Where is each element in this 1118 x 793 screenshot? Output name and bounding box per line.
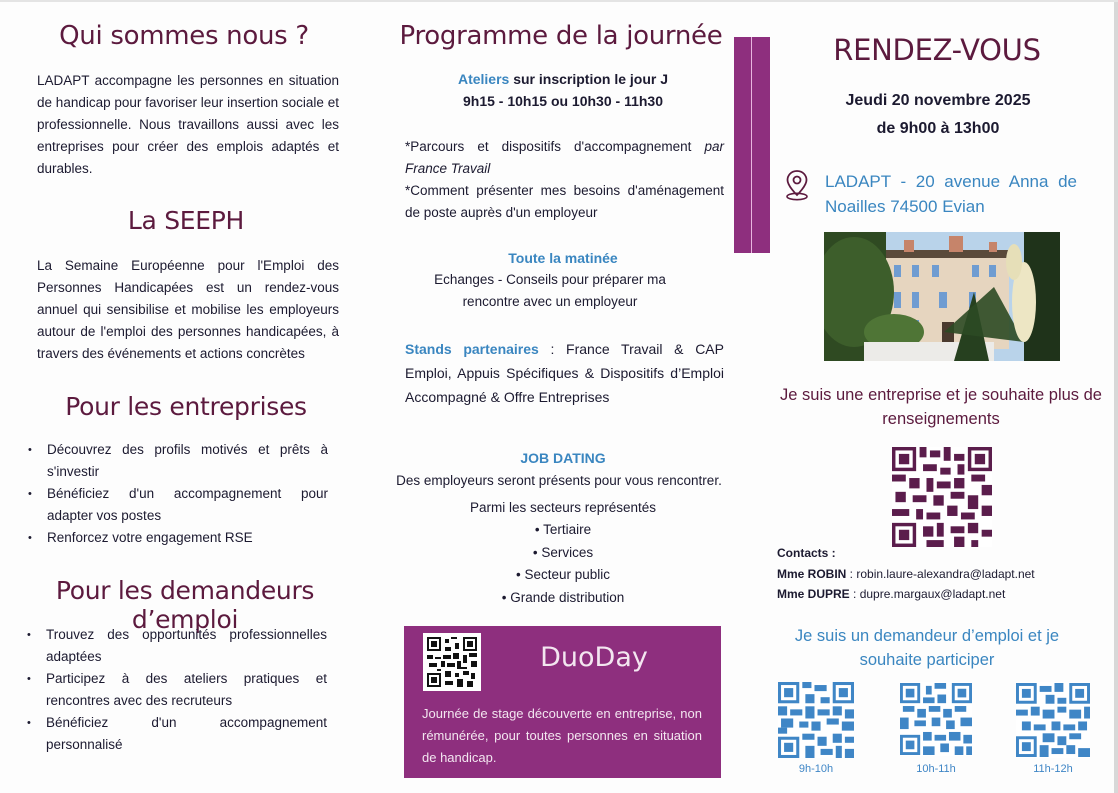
page-right-edge [1114, 0, 1118, 793]
list-item: • Bénéficiez d'un accompagnement personnalisé [46, 712, 327, 756]
event-hours: de 9h00 à 13h00 [876, 120, 1000, 137]
stands-label: Stands partenaires [405, 341, 539, 357]
qr-code-icon [427, 637, 477, 687]
left-column [0, 0, 380, 793]
sector-item: • Grande distribution [501, 589, 625, 605]
slot-qr-code[interactable] [1016, 682, 1090, 758]
sector-item: • Tertiaire [534, 522, 592, 537]
workshops-header [390, 68, 736, 112]
bar-fold-line [751, 37, 752, 253]
seeph-text: La Semaine Européenne pour l'Emploi des Personnes Handicapées est un rendez-vous annuel qui sensibilise et mobilise les employeurs autour de l'emploi des personnes handicapées, à travers des événements et actions concrètes [37, 258, 339, 361]
company-cta: Je suis une entreprise et je souhaite plus de renseignements [780, 386, 1102, 428]
seeph-title: La SEEPH [127, 206, 245, 235]
slot-qr-group [778, 682, 1098, 782]
right-column [772, 0, 1118, 793]
stands-section [405, 337, 724, 409]
slot-item[interactable] [778, 682, 854, 776]
slot-item[interactable] [900, 682, 972, 776]
slot-label: 11h-12h [1033, 763, 1073, 775]
slot-item[interactable] [1016, 682, 1090, 776]
job-dating-section [390, 447, 736, 609]
sectors-intro: Parmi les secteurs représentés [469, 500, 657, 515]
list-item: • Bénéficiez d'un accompagnement pour adapter vos postes [47, 483, 328, 527]
slot-qr-code[interactable] [900, 682, 972, 756]
decorative-bar [734, 37, 770, 253]
duoday-qr-code[interactable] [423, 633, 481, 691]
contact-row [777, 564, 1107, 585]
sector-item: • Services [532, 544, 594, 560]
slot-qr-code[interactable] [778, 682, 854, 758]
contact-email[interactable]: : robin.laure-alexandra@ladapt.net [846, 566, 1035, 581]
contact-email[interactable]: : dupre.margaux@ladapt.net [849, 587, 1006, 601]
list-item: • Renforcez votre engagement RSE [47, 527, 328, 549]
duoday-text: Journée de stage découverte en entreprise, non rémunérée, pour toutes personnes en situation de handicap. [422, 706, 702, 765]
companies-list [47, 439, 328, 549]
workshops-subtitle: sur inscription le jour J [509, 71, 669, 87]
contacts-section [777, 543, 1107, 605]
page-top-edge [0, 0, 1118, 2]
workshop-item-1-text: *Parcours et dispositifs d'accompagnement [405, 139, 705, 154]
morning-section [390, 247, 736, 313]
slot-label: 9h-10h [798, 763, 834, 775]
workshop-item-1-italic: par France Travail [405, 139, 724, 176]
list-item: • Découvrez des profils motivés et prêts à s'investir [47, 439, 328, 483]
duoday-title: DuoDay [540, 642, 648, 673]
qr-code-icon [778, 682, 854, 758]
workshop-item-1 [405, 136, 724, 180]
contact-name: Mme DUPRE [777, 587, 850, 601]
list-item: • Trouvez des opportunités professionnelles adaptées [46, 624, 327, 668]
qr-code-icon [892, 447, 992, 547]
rendezvous-title: RENDEZ-VOUS [833, 33, 1041, 67]
contacts-label: Contacts : [777, 546, 836, 560]
list-item: • Participez à des ateliers pratiques et rencontres avec des recruteurs [46, 668, 327, 712]
sector-item: • Secteur public [515, 567, 611, 582]
morning-text: Echanges - Conseils pour préparer ma rencontre avec un employeur [434, 272, 666, 309]
event-date: Jeudi 20 novembre 2025 [845, 92, 1031, 109]
about-text: LADAPT accompagne les personnes en situation de handicap pour favoriser leur insertion sociale et professionnelle. Nous travaillons aussi avec les entreprises pour créer des emplois adaptés et durables. [37, 73, 339, 176]
program-title: Programme de la journée [399, 21, 723, 51]
workshops-times: 9h15 - 10h15 ou 10h30 - 11h30 [463, 93, 663, 109]
event-address: LADAPT - 20 avenue Anna de Noailles 74500 Evian [825, 172, 1077, 216]
contact-row [777, 584, 1107, 605]
qr-code-icon [1016, 682, 1090, 758]
duoday-box [404, 626, 721, 778]
companies-title: Pour les entreprises [65, 392, 307, 421]
workshop-item-2: *Comment présenter mes besoins d'aménagement de poste auprès d'un employeur [405, 183, 724, 220]
job-dating-title: JOB DATING [520, 450, 606, 466]
contact-name: Mme ROBIN [777, 566, 847, 581]
middle-column [390, 0, 780, 793]
slot-label: 10h-11h [916, 763, 956, 775]
job-dating-text: Des employeurs seront présents pour vous rencontrer. [396, 473, 722, 488]
location-pin-icon [783, 168, 811, 202]
job-seekers-list [46, 624, 327, 756]
workshops-label: Ateliers [457, 71, 510, 87]
seeker-cta: Je suis un demandeur d’emploi et je souhaite participer [794, 627, 1060, 669]
qr-code-icon [900, 682, 972, 756]
job-seekers-title: Pour les demandeurs d’emploi [55, 576, 315, 634]
morning-title: Toute la matinée [508, 250, 618, 266]
about-title: Qui sommes nous ? [59, 21, 309, 51]
company-qr-code[interactable] [892, 447, 992, 547]
stands-text: : France Travail & CAP Emploi, Appuis Spécifiques & Dispositifs d’Emploi Accompagné & Offre Entreprises [405, 341, 724, 405]
venue-photo [824, 232, 1060, 361]
